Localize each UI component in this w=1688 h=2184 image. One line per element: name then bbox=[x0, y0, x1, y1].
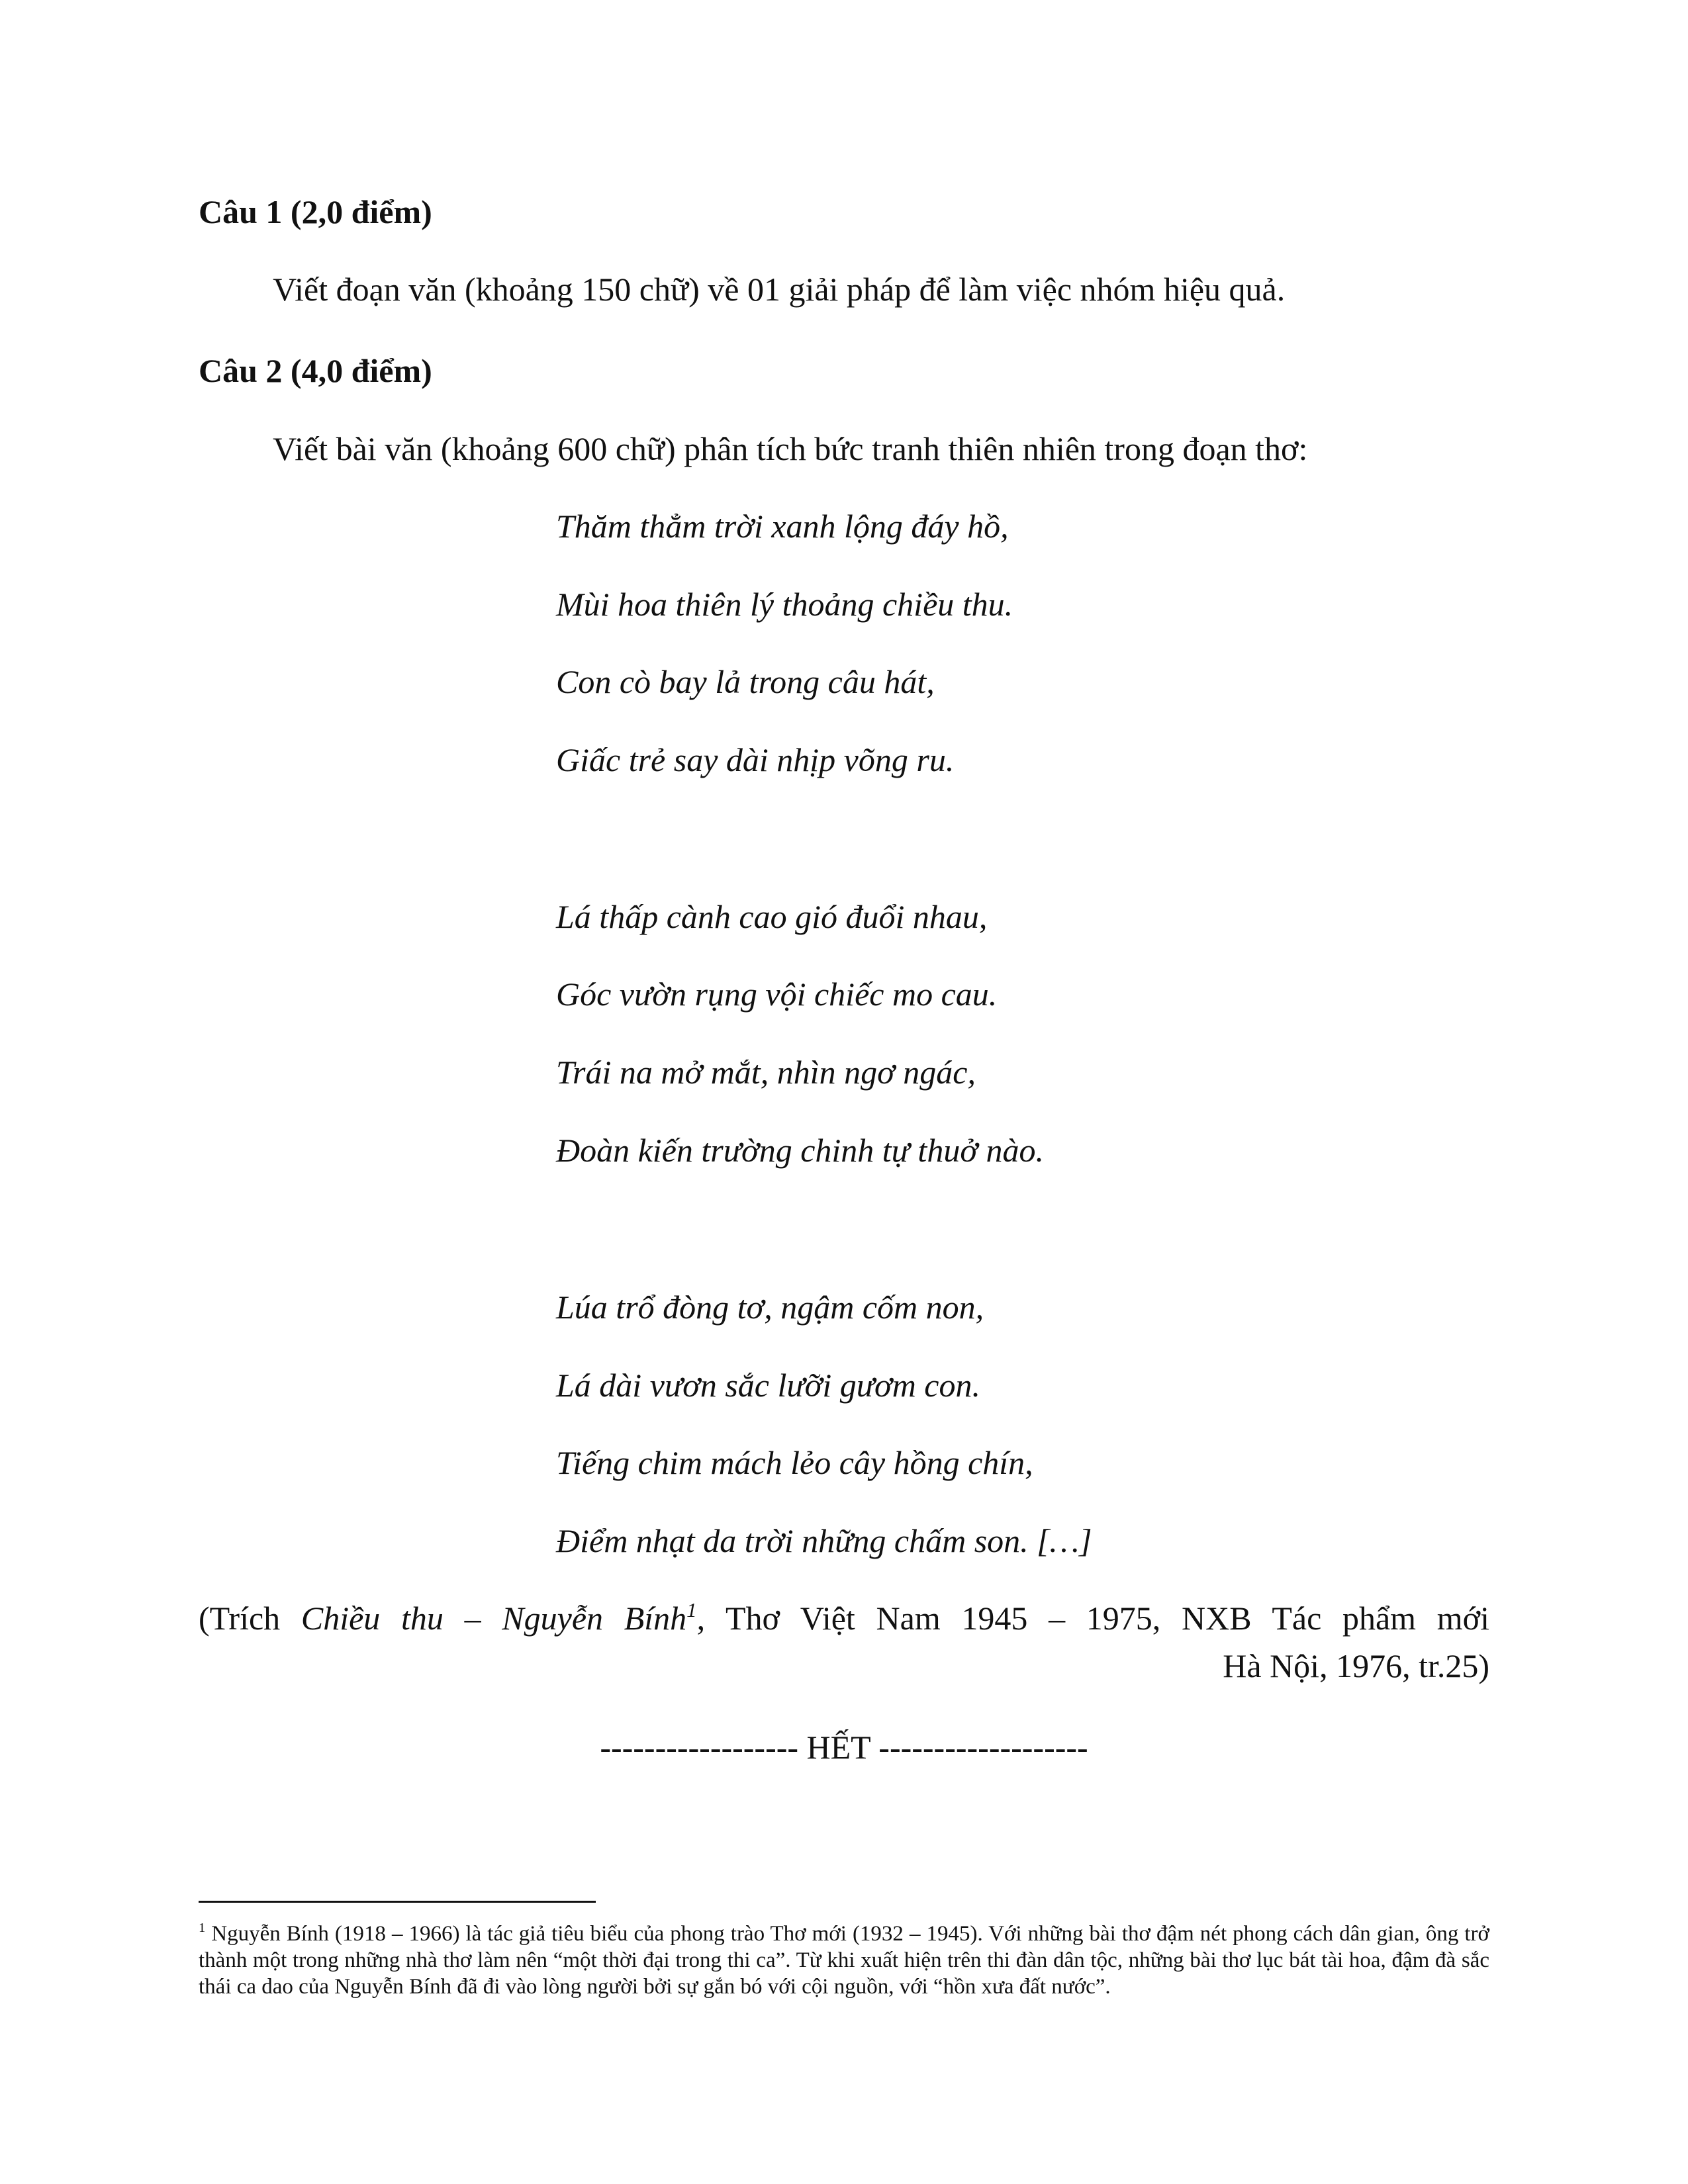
citation-line-1 bbox=[199, 1598, 1489, 1638]
citation-prefix: (Trích bbox=[199, 1600, 281, 1637]
footnote-separator bbox=[199, 1901, 596, 1903]
poem-line: Con cò bay lả trong câu hát, bbox=[556, 663, 935, 700]
footnote bbox=[199, 1921, 1489, 2000]
footnote-text: Nguyễn Bính (1918 – 1966) là tác giả tiêu biểu của phong trào Thơ mới (1932 – 1945). Với những bài thơ đậm nét phong cách dân gian, ông trở thành một trong những nhà thơ làm nên “một thời đại trong thi ca”. Từ khi xuất hiện trên thi đàn dân tộc, những bài thơ lục bát tài hoa, đậm đà sắc thái ca dao của Nguyễn Bính đã đi vào lòng người bởi sự gắn bó với cội nguồn, với “hồn xưa đất nước”. bbox=[199, 1922, 1489, 1999]
poem-line: Mùi hoa thiên lý thoảng chiều thu. bbox=[556, 586, 1013, 623]
poem-line: Điểm nhạt da trời những chấm son. […] bbox=[556, 1522, 1092, 1559]
poem-line: Thăm thẳm trời xanh lộng đáy hồ, bbox=[556, 508, 1009, 545]
footnote-reference: 1 bbox=[686, 1598, 697, 1621]
poem-line: Góc vườn rụng vội chiếc mo cau. bbox=[556, 976, 998, 1013]
citation-line-2: Hà Nội, 1976, tr.25) bbox=[1223, 1647, 1489, 1684]
poem-line: Lá thấp cành cao gió đuổi nhau, bbox=[556, 898, 988, 935]
poem-line: Tiếng chim mách lẻo cây hồng chín, bbox=[556, 1444, 1033, 1481]
poem-line: Đoàn kiến trường chinh tự thuở nào. bbox=[556, 1132, 1045, 1169]
poem-line: Lá dài vươn sắc lưỡi gươm con. bbox=[556, 1367, 980, 1404]
citation-title: Chiều thu – Nguyễn Bính bbox=[301, 1600, 687, 1637]
citation-text bbox=[199, 1598, 1489, 1638]
poem-line: Giấc trẻ say dài nhịp võng ru. bbox=[556, 741, 955, 778]
question-2-heading: Câu 2 (4,0 điểm) bbox=[199, 352, 432, 389]
poem-line: Lúa trổ đòng tơ, ngậm cốm non, bbox=[556, 1289, 984, 1326]
question-1-task: Viết đoạn văn (khoảng 150 chữ) về 01 giải pháp để làm việc nhóm hiệu quả. bbox=[273, 271, 1286, 308]
question-1-heading: Câu 1 (2,0 điểm) bbox=[199, 193, 432, 230]
footnote-number: 1 bbox=[199, 1920, 206, 1935]
citation-source: , Thơ Việt Nam 1945 – 1975, NXB Tác phẩm mới bbox=[696, 1600, 1489, 1637]
poem-line: Trái na mở mắt, nhìn ngơ ngác, bbox=[556, 1054, 976, 1091]
question-2-task: Viết bài văn (khoảng 600 chữ) phân tích bức tranh thiên nhiên trong đoạn thơ: bbox=[273, 430, 1308, 467]
end-mark: ------------------ HẾT ------------------- bbox=[600, 1729, 1088, 1766]
